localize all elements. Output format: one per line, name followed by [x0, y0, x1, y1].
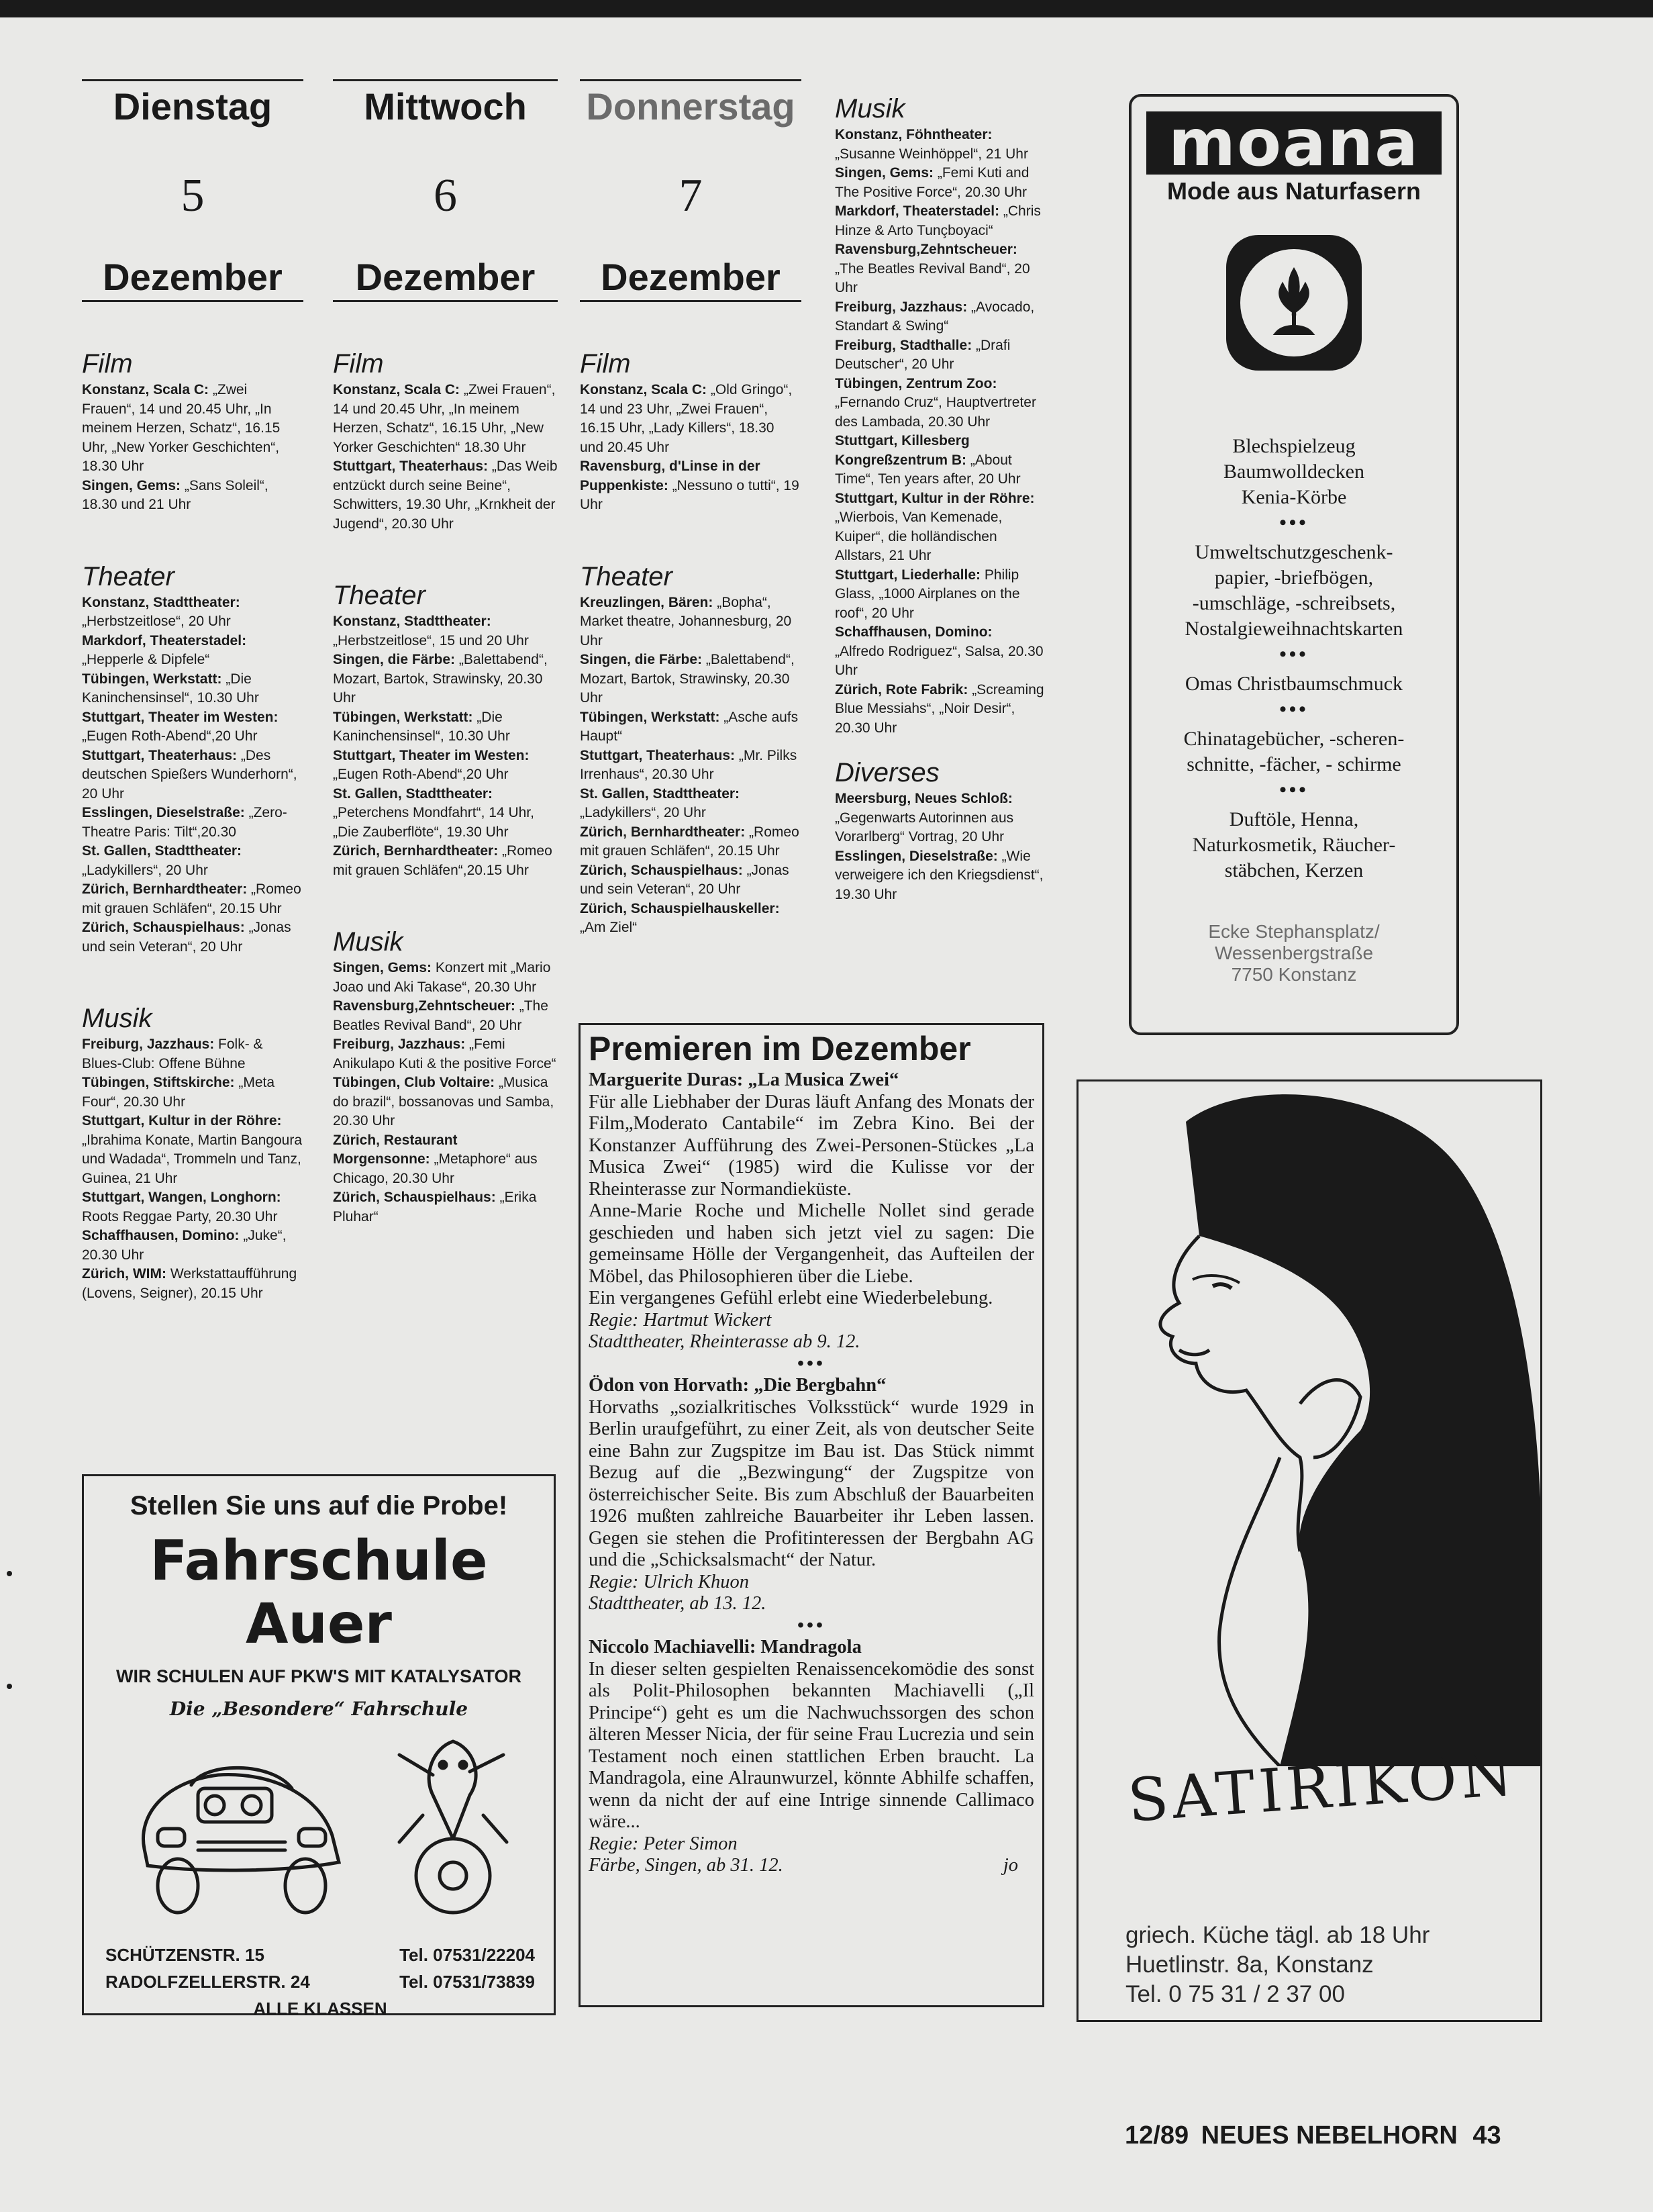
listing-entry — [333, 1131, 558, 1189]
listing-details: Werkstattaufführung (Lovens, Seigner), 20.15 Uhr — [82, 1266, 297, 1301]
listing-venue: Stuttgart, Theater im Westen: — [82, 709, 279, 725]
listing-details: „Mr. Pilks Irrenhaus“, 20.30 Uhr — [580, 747, 797, 782]
listing-entry — [82, 670, 303, 708]
listing-details: „About Time“, Ten years after, 20 Uhr — [835, 452, 1021, 487]
listing-venue: Ravensburg, d'Linse in der Puppenkiste: — [580, 459, 760, 493]
listing-venue: Konstanz, Stadttheater: — [82, 594, 240, 610]
moana-address-1: Ecke Stephansplatz/ — [1208, 921, 1380, 942]
listing-entry — [333, 1073, 558, 1131]
day-number: 7 — [679, 170, 703, 222]
premieren-heading: Premieren im Dezember — [589, 1030, 971, 1067]
premiere-2-text: Horvaths „sozialkritisches Volksstück“ wurde 1929 in Berlin uraufgeführt, zu einer Zeit, als von deutscher Seite eine Bahn zur Zugspitze im Bau ist. Das Stück nimmt Bezug auf die „Bezwingung“ der Zugspitze von österreichischer Seite. Bis zum Abschluß der Bauarbeiten 1926 mußten zahlreiche Bauarbeiter ihr Leben lassen. Gegen sie stehen die Profitinteressen der Bergbahn AG und die „Schicksalsmacht“ der Natur. — [589, 1396, 1034, 1570]
listing-details: „Fernando Cruz“, Hauptvertreter des Lambada, 20.30 Uhr — [835, 395, 1036, 430]
listing-venue: Zürich, Schauspielhaus: — [580, 862, 743, 878]
listing-details: „Hepperle & Dipfele“ — [82, 652, 210, 667]
month-name: Dezember — [103, 256, 283, 298]
listing-venue: Zürich, Bernhardtheater: — [82, 881, 248, 897]
listing-entry — [333, 1188, 558, 1227]
premieren-box — [579, 1023, 1044, 2007]
margin-mark — [7, 1571, 12, 1576]
listing-details: „Des deutschen Spießers Wunderhorn“, 20 Uhr — [82, 747, 297, 802]
listing-venue: Schaffhausen, Domino: — [82, 1228, 240, 1243]
car-and-motorbike-illustration — [117, 1735, 520, 1923]
section-heading-film: Film — [333, 349, 384, 379]
listing-details: „The Beatles Revival Band“, 20 Uhr — [835, 260, 1030, 295]
listing-entry — [580, 381, 801, 457]
listing-details: „Eugen Roth-Abend“,20 Uhr — [333, 767, 509, 782]
listing-venue: Freiburg, Jazzhaus: — [835, 299, 968, 315]
moana-advertisement — [1129, 94, 1459, 1035]
listing-venue: Stuttgart, Liederhalle: — [835, 567, 981, 583]
listing-details: „The Beatles Revival Band“, 20 Uhr — [333, 998, 548, 1033]
listing-entry — [333, 651, 558, 708]
listing-details: „Ibrahima Konate, Martin Bangoura und Wadada“, Trommeln und Tanz, Guinea, 21 Uhr — [82, 1132, 303, 1186]
listing-venue: St. Gallen, Stadttheater: — [333, 785, 493, 802]
premiere-2-regie: Regie: Ulrich Khuon — [589, 1571, 750, 1592]
premieren-separator: ••• — [797, 1353, 825, 1374]
listing-entry — [835, 240, 1044, 298]
listing-details: „Drafi Deutscher“, 20 Uhr — [835, 337, 1011, 372]
listing-details: „Die Kaninchensinsel“, 10.30 Uhr — [82, 671, 259, 706]
listing-details: Roots Reggae Party, 20.30 Uhr — [82, 1208, 278, 1224]
listing-entry — [580, 593, 801, 651]
listing-details: „Balettabend“, Mozart, Bartok, Strawinsky, 20.30 Uhr — [333, 652, 548, 706]
listing-entry — [82, 381, 303, 477]
moana-tagline: Mode aus Naturfasern — [1166, 177, 1421, 205]
moana-item-7: Nostalgieweihnachtskarten — [1185, 618, 1403, 640]
listing-venue: Singen, Gems: — [835, 165, 934, 181]
listing-details: „Musica do brazil“, bossanovas und Samba, 20.30 Uhr — [333, 1075, 554, 1128]
premiere-2-title: Ödon von Horvath: „Die Bergbahn“ — [589, 1375, 887, 1396]
listing-entry — [835, 375, 1044, 432]
listing-entry — [82, 880, 303, 918]
day-listings — [580, 349, 801, 938]
listing-entry — [333, 457, 558, 534]
moana-item-12: Naturkosmetik, Räucher- — [1192, 834, 1396, 856]
section-heading-musik: Musik — [333, 927, 403, 957]
listing-venue: Stuttgart, Killesberg Kongreßzentrum B: — [835, 433, 970, 468]
listing-venue: St. Gallen, Stadttheater: — [82, 843, 242, 859]
listing-entry — [82, 1035, 303, 1073]
satirikon-advertisement — [1076, 1079, 1542, 2022]
listing-details: „Am Ziel“ — [580, 920, 638, 935]
listing-venue: Markdorf, Theaterstadel: — [82, 632, 247, 648]
satirikon-address: Huetlinstr. 8a, Konstanz — [1125, 1952, 1374, 1978]
donnerstag-continued-column — [835, 94, 1044, 904]
listing-details: „Romeo mit grauen Schläfen“, 20.15 Uhr — [82, 881, 301, 916]
listing-venue: Zürich, WIM: — [82, 1266, 166, 1282]
listing-entry — [82, 1265, 303, 1303]
listing-details: „Ladykillers“, 20 Uhr — [580, 805, 706, 820]
listing-venue: Ravensburg,Zehntscheuer: — [333, 998, 515, 1014]
fahrschule-phone-1: Tel. 07531/22204 — [399, 1945, 535, 1965]
listing-entry — [82, 804, 303, 842]
moana-item-10: schnitte, -fächer, - schirme — [1187, 753, 1401, 775]
author-signature: jo — [1003, 1855, 1018, 1876]
listing-entry — [835, 789, 1044, 847]
month-name: Dezember — [601, 256, 781, 298]
page-number: 43 — [1472, 2121, 1501, 2150]
listing-entry — [835, 847, 1044, 905]
listing-venue: Tübingen, Stiftskirche: — [82, 1075, 235, 1090]
listing-venue: Zürich, Bernhardtheater: — [333, 843, 499, 859]
page-top-edge — [0, 0, 1653, 17]
listing-venue: Zürich, Schauspielhaus: — [333, 1190, 496, 1205]
month-name: Dezember — [355, 256, 536, 298]
listing-venue: Konstanz, Scala C: — [333, 382, 460, 397]
listing-entry — [333, 708, 558, 747]
listing-entry — [835, 164, 1044, 202]
listing-entry — [333, 381, 558, 457]
listing-entry — [835, 566, 1044, 624]
listing-venue: Schaffhausen, Domino: — [835, 624, 993, 640]
fahrschule-auer-advertisement — [82, 1474, 556, 2019]
listing-entry — [580, 823, 801, 861]
listing-details: Folk- & Blues-Club: Offene Bühne — [82, 1037, 263, 1071]
listing-venue: Stuttgart, Wangen, Longhorn: — [82, 1190, 281, 1205]
listing-entry — [333, 785, 558, 843]
moana-separator: ••• — [1279, 698, 1309, 720]
listing-details: „Metaphore“ aus Chicago, 20.30 Uhr — [333, 1151, 538, 1186]
moana-separator: ••• — [1279, 643, 1309, 665]
listing-details: „Femi Kuti and The Positive Force“, 20.30 Uhr — [835, 165, 1030, 200]
listing-venue: Stuttgart, Theaterhaus: — [580, 747, 736, 763]
listing-details: „Wie verweigere ich den Kriegsdienst“, 19.30 Uhr — [835, 848, 1044, 902]
listing-venue: Zürich, Rote Fabrik: — [835, 681, 968, 698]
issue-number: 12/89 — [1125, 2121, 1189, 2150]
listing-entry — [82, 632, 303, 670]
section-heading-diverses: Diverses — [835, 758, 940, 787]
listing-entry — [835, 202, 1044, 240]
listing-venue: Stuttgart, Kultur in der Röhre: — [82, 1113, 282, 1128]
listing-details: „Balettabend“, Mozart, Bartok, Strawinsky, 20.30 Uhr — [580, 652, 795, 706]
listing-details: „Peterchens Mondfahrt“, 14 Uhr, „Die Zauberflöte“, 19.30 Uhr — [333, 805, 534, 840]
moana-item-9: Chinatagebücher, -scheren- — [1183, 728, 1405, 750]
moana-item-6: -umschläge, -schreibsets, — [1192, 592, 1396, 614]
premiere-3-venue: Färbe, Singen, ab 31. 12. — [589, 1855, 783, 1876]
moana-item-13: stäbchen, Kerzen — [1224, 859, 1364, 881]
listing-venue: Singen, Gems: — [82, 477, 181, 493]
listing-entry — [82, 918, 303, 957]
listing-details: „Screaming Blue Messiahs“, „Noir Desir“, 20.30 Uhr — [835, 681, 1044, 736]
satirikon-phone: Tel. 0 75 31 / 2 37 00 — [1125, 1981, 1345, 2007]
listing-details: „Jonas und sein Veteran“, 20 Uhr — [580, 862, 789, 897]
listing-details: „Avocado, Standart & Swing“ — [835, 299, 1035, 334]
listing-details: „Susanne Weinhöppel“, 21 Uhr — [835, 146, 1028, 162]
listing-venue: Zürich, Schauspielhaus: — [82, 920, 245, 935]
listing-venue: Stuttgart, Theaterhaus: — [333, 459, 489, 474]
fahrschule-script-line: Die „Besondere“ Fahrschule — [169, 1698, 468, 1720]
listing-details: „Sans Soleil“, 18.30 und 21 Uhr — [82, 477, 268, 512]
listing-entry — [580, 785, 801, 823]
listing-venue: Singen, die Färbe: — [580, 652, 703, 667]
listing-details: Konzert mit „Mario Joao und Aki Takase“, 20.30 Uhr — [333, 960, 551, 995]
moana-address-3: 7750 Konstanz — [1231, 964, 1357, 985]
premiere-1-regie: Regie: Hartmut Wickert — [589, 1309, 772, 1331]
listing-entry — [580, 457, 801, 515]
moana-address-2: Wessenbergstraße — [1214, 943, 1374, 963]
weekday-name: Donnerstag — [586, 85, 795, 128]
listing-entry — [82, 477, 303, 515]
listing-venue: Tübingen, Werkstatt: — [82, 671, 222, 687]
fahrschule-phone-2: Tel. 07531/73839 — [399, 1972, 535, 1992]
listing-details: „Jonas und sein Veteran“, 20 Uhr — [82, 920, 291, 955]
day-header — [82, 79, 303, 302]
listing-details: „Zwei Frauen“, 14 und 20.45 Uhr, „In meinem Herzen, Schatz“, 16.15 Uhr, „New Yorker Geschichten“ 18.30 Uhr — [333, 382, 556, 455]
listing-entry — [333, 842, 558, 880]
section-heading-theater: Theater — [333, 581, 425, 610]
listing-entry — [835, 298, 1044, 336]
listing-details: „Zwei Frauen“, 14 und 20.45 Uhr, „In meinem Herzen, Schatz“, 16.15 Uhr, „New Yorker Geschichten“, 18.30 Uhr — [82, 382, 281, 474]
listing-details: „Old Gringo“, 14 und 23 Uhr, „Zwei Frauen“, 16.15 Uhr, „Lady Killers“, 18.30 und 20.45 Uhr — [580, 382, 793, 455]
listing-entry — [333, 1035, 558, 1073]
moana-item-11: Duftöle, Henna, — [1229, 808, 1359, 830]
listing-entry — [580, 900, 801, 938]
listing-details: „Herbstzeitlose“, 20 Uhr — [82, 614, 231, 629]
premiere-1-venue: Stadttheater, Rheinterasse ab 9. 12. — [589, 1331, 860, 1352]
listing-venue: Esslingen, Dieselstraße: — [835, 848, 998, 864]
listing-entry — [580, 861, 801, 900]
listing-details: „Eugen Roth-Abend“,20 Uhr — [82, 728, 258, 744]
listing-venue: Tübingen, Werkstatt: — [580, 709, 720, 725]
fahrschule-headline: Stellen Sie uns auf die Probe! — [130, 1491, 508, 1521]
listing-details: „Romeo mit grauen Schläfen“,20.15 Uhr — [333, 843, 552, 878]
listing-details: „Femi Anikulapo Kuti & the positive Force“ — [333, 1037, 556, 1071]
cotton-flower-icon — [1223, 232, 1364, 373]
day-column-dienstag — [82, 79, 303, 1303]
listing-venue: Freiburg, Stadthalle: — [835, 337, 972, 353]
listing-venue: Stuttgart, Theaterhaus: — [82, 747, 238, 763]
listing-venue: Stuttgart, Kultur in der Röhre: — [835, 490, 1035, 506]
listing-venue: Freiburg, Jazzhaus: — [333, 1037, 466, 1052]
listing-entry — [82, 708, 303, 747]
day-column-donnerstag — [580, 79, 801, 938]
satirikon-hours: griech. Küche tägl. ab 18 Uhr — [1125, 1922, 1430, 1948]
listing-entry — [82, 1188, 303, 1227]
listing-details: „Wierbois, Van Kemenade, Kuiper“, die holländischen Allstars, 21 Uhr — [835, 510, 1003, 563]
listing-venue: St. Gallen, Stadttheater: — [580, 785, 740, 802]
listing-venue: Singen, Gems: — [333, 960, 432, 975]
listing-venue: Kreuzlingen, Bären: — [580, 594, 713, 610]
day-header — [580, 79, 801, 302]
fahrschule-name: Fahrschule — [150, 1529, 488, 1593]
day-listings — [82, 349, 303, 1303]
listing-entry — [333, 997, 558, 1035]
margin-mark — [7, 1684, 12, 1689]
weekday-name: Dienstag — [113, 85, 272, 128]
listing-venue: Singen, die Färbe: — [333, 652, 456, 667]
woman-portrait-illustration — [1079, 1081, 1540, 1766]
section-heading-theater: Theater — [82, 561, 174, 591]
listing-details: „Ladykillers“, 20 Uhr — [82, 862, 208, 878]
section-heading-musik: Musik — [835, 94, 905, 124]
listing-details: „Bopha“, Market theatre, Johannesburg, 20 Uhr — [580, 594, 792, 648]
listing-entry — [333, 612, 558, 651]
page-footer — [1125, 2121, 1501, 2150]
listing-details: „Zero-Theatre Paris: Tilt“,20.30 — [82, 805, 287, 840]
satirikon-logo: SATIRIKON — [1125, 1739, 1519, 1835]
section-heading-film: Film — [580, 349, 631, 379]
listing-entry — [82, 1073, 303, 1112]
section-heading-film: Film — [82, 349, 133, 379]
listing-details: „Die Kaninchensinsel“, 10.30 Uhr — [333, 709, 510, 744]
weekday-name: Mittwoch — [364, 85, 527, 128]
fahrschule-claim: WIR SCHULEN AUF PKW'S MIT KATALYSATOR — [116, 1666, 521, 1686]
moana-item-3: Kenia-Körbe — [1241, 486, 1347, 508]
listing-entry — [82, 1112, 303, 1188]
moana-item-8: Omas Christbaumschmuck — [1185, 673, 1403, 695]
listing-details: „Chris Hinze & Arto Tunçboyaci“ — [835, 203, 1041, 238]
magazine-name: NEUES NEBELHORN — [1201, 2121, 1458, 2150]
premiere-1-text-2: Anne-Marie Roche und Michelle Nollet sind gerade geschieden und haben sich jetzt viel zu sagen: Die gemeinsame Hölle der Vergangenheit, das Aufteilen der Möbel, das Philosophieren über die Liebe. — [589, 1200, 1034, 1287]
listing-venue: Tübingen, Werkstatt: — [333, 709, 473, 725]
listing-venue: Freiburg, Jazzhaus: — [82, 1037, 215, 1052]
listing-entry — [580, 708, 801, 747]
listing-entry — [333, 747, 558, 785]
day-number: 6 — [434, 170, 457, 222]
premiere-2-venue: Stadttheater, ab 13. 12. — [589, 1593, 766, 1614]
listing-entry — [835, 623, 1044, 681]
listing-venue: Konstanz, Föhntheater: — [835, 127, 993, 142]
listing-details: „Juke“, 20.30 Uhr — [82, 1228, 287, 1263]
premiere-1-text: Für alle Liebhaber der Duras läuft Anfang des Monats der Film„Moderato Cantabile“ im Zebra Kino. Bei der Konstanzer Aufführung des Zwei-Personen-Stückes „La Musica Zwei“ (1985) wird die Kulisse vor der Rheinterasse zur Normandieküste. — [589, 1091, 1034, 1200]
listing-entry — [580, 651, 801, 708]
listing-entry — [82, 1227, 303, 1265]
listing-details: „Herbstzeitlose“, 15 und 20 Uhr — [333, 632, 529, 648]
premiere-3-title: Niccolo Machiavelli: Mandragola — [589, 1637, 862, 1657]
premieren-separator: ••• — [797, 1615, 825, 1636]
listing-details: „Erika Pluhar“ — [333, 1190, 537, 1224]
section-heading-musik: Musik — [82, 1004, 152, 1033]
listing-entry — [835, 336, 1044, 375]
moana-item-1: Blechspielzeug — [1232, 435, 1356, 457]
moana-logo: moana — [1146, 111, 1442, 175]
listing-venue: Zürich, Schauspielhauskeller: — [580, 900, 780, 916]
listing-venue: Ravensburg,Zehntscheuer: — [835, 242, 1017, 257]
listing-entry — [82, 747, 303, 804]
day-column-mittwoch — [333, 79, 558, 1227]
listing-venue: Markdorf, Theaterstadel: — [835, 203, 1000, 219]
moana-separator: ••• — [1279, 512, 1309, 534]
listing-entry — [835, 489, 1044, 566]
premiere-1-title: Marguerite Duras: „La Musica Zwei“ — [589, 1069, 899, 1090]
listing-entry — [580, 747, 801, 785]
premiere-1-text-3: Ein vergangenes Gefühl erlebt eine Wiederbelebung. — [589, 1288, 993, 1308]
listing-details: „Nessuno o tutti“, 19 Uhr — [580, 477, 799, 512]
listing-entry — [333, 959, 558, 997]
listing-entry — [835, 126, 1044, 164]
listing-venue: Tübingen, Club Voltaire: — [333, 1075, 495, 1090]
listing-venue: Zürich, Restaurant Morgensonne: — [333, 1132, 458, 1167]
listing-venue: Stuttgart, Theater im Westen: — [333, 747, 530, 763]
listing-entry — [82, 593, 303, 632]
premiere-3-text: In dieser selten gespielten Renaissencekomödie des sonst als Polit-Philosophen bekannten Machiavelli („Il Principe“) geht es um die Nachwuchssorgen des schon älteren Messer Nicia, der für seine Frau Lucrezia und sein Testament noch einen stattlichen Erben braucht. La Mandragola, eine Alraunwurzel, könnte Abhilfe schaffen, wenn da nicht der auf eine Intrige sinnende Callimaco wäre... — [589, 1658, 1034, 1832]
listing-venue: Konstanz, Scala C: — [580, 382, 707, 397]
listing-details: Philip Glass, „1000 Airplanes on the roof“, 20 Uhr — [835, 567, 1020, 621]
listing-details: „Das Weib entzückt durch seine Beine“, Schwitters, 19.30 Uhr, „Krnkheit der Jugend“, 20.30 Uhr — [333, 459, 558, 532]
listing-entry — [835, 681, 1044, 738]
listing-venue: Meersburg, Neues Schloß: — [835, 791, 1013, 806]
listing-venue: Konstanz, Scala C: — [82, 382, 209, 397]
listing-venue: Zürich, Bernhardtheater: — [580, 824, 746, 840]
day-listings — [333, 349, 558, 1227]
listing-details: „Gegenwarts Autorinnen aus Vorarlberg“ Vortrag, 20 Uhr — [835, 810, 1014, 845]
listing-entry — [82, 842, 303, 880]
premiere-3-regie: Regie: Peter Simon — [589, 1833, 738, 1854]
moana-item-4: Umweltschutzgeschenk- — [1195, 541, 1393, 563]
moana-separator: ••• — [1279, 779, 1309, 801]
day-header — [333, 79, 558, 302]
listing-entry — [835, 432, 1044, 489]
listing-details: „Alfredo Rodriguez“, Salsa, 20.30 Uhr — [835, 643, 1044, 678]
listing-venue: Tübingen, Zentrum Zoo: — [835, 375, 997, 391]
listing-details: „Asche aufs Haupt“ — [580, 709, 799, 744]
listing-details: „Meta Four“, 20.30 Uhr — [82, 1075, 275, 1110]
listing-venue: Esslingen, Dieselstraße: — [82, 805, 245, 820]
moana-item-5: papier, -briefbögen, — [1214, 567, 1374, 589]
fahrschule-name-auer: Auer — [246, 1592, 392, 1656]
fahrschule-address-1: SCHÜTZENSTR. 15 — [105, 1945, 264, 1965]
day-number: 5 — [181, 170, 205, 222]
section-heading-theater: Theater — [580, 561, 672, 591]
listing-details: „Romeo mit grauen Schläfen“, 20.15 Uhr — [580, 824, 799, 859]
listing-venue: Konstanz, Stadttheater: — [333, 614, 491, 629]
fahrschule-classes: ALLE KLASSEN — [253, 1999, 387, 2019]
fahrschule-address-2: RADOLFZELLERSTR. 24 — [105, 1972, 310, 1992]
moana-item-2: Baumwolldecken — [1223, 461, 1364, 483]
